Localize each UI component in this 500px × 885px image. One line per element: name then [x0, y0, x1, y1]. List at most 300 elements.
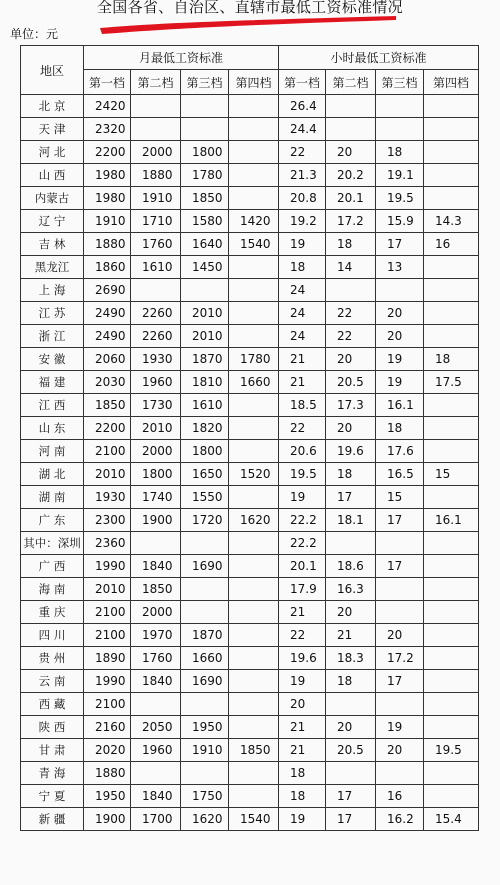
hourly-tier-1-cell: 22.2	[279, 532, 326, 555]
hourly-tier-2-cell: 16.3	[326, 578, 376, 601]
hourly-tier-3-cell: 19	[376, 371, 424, 394]
monthly-tier-2-cell: 1900	[131, 509, 181, 532]
monthly-tier-3-cell: 1870	[181, 348, 229, 371]
hourly-tier-2-cell	[326, 693, 376, 716]
hourly-tier-1-cell: 20.6	[279, 440, 326, 463]
table-row	[21, 371, 479, 394]
hourly-tier-3-cell: 16.5	[376, 463, 424, 486]
hourly-tier-1-cell: 22.2	[279, 509, 326, 532]
monthly-tier-2-cell: 1880	[131, 164, 181, 187]
monthly-tier-3-cell	[181, 693, 229, 716]
hourly-tier-3-cell	[376, 601, 424, 624]
hourly-tier-3-cell: 18	[376, 417, 424, 440]
monthly-tier-4-cell: 1660	[229, 371, 279, 394]
monthly-tier-2-cell: 2000	[131, 601, 181, 624]
monthly-tier-3-cell: 2010	[181, 302, 229, 325]
monthly-tier-4-cell	[229, 302, 279, 325]
hourly-tier-3-cell	[376, 693, 424, 716]
monthly-tier-1-cell: 1930	[84, 486, 131, 509]
hourly-tier-4-cell	[424, 164, 479, 187]
hourly-tier-2-cell	[326, 279, 376, 302]
hourly-tier-2-cell: 17	[326, 808, 376, 831]
monthly-tier-2-cell: 2050	[131, 716, 181, 739]
hourly-tier-3-cell: 16.2	[376, 808, 424, 831]
monthly-tier-2-cell: 1730	[131, 394, 181, 417]
hourly-tier-4-cell: 15	[424, 463, 479, 486]
hourly-tier-3-cell: 18	[376, 141, 424, 164]
hourly-tier-4-cell	[424, 486, 479, 509]
hourly-tier-1-cell: 24	[279, 279, 326, 302]
hourly-tier-4-cell	[424, 716, 479, 739]
hourly-tier-2-cell: 20.5	[326, 739, 376, 762]
monthly-tier-4-cell: 1620	[229, 509, 279, 532]
hourly-tier-3-cell: 17	[376, 555, 424, 578]
hourly-tier-3-cell: 15	[376, 486, 424, 509]
hourly-tier-4-cell: 19.5	[424, 739, 479, 762]
monthly-tier-1-cell: 1990	[84, 555, 131, 578]
hourly-tier-4-cell	[424, 693, 479, 716]
table-row	[21, 647, 479, 670]
monthly-tier-1-cell: 2010	[84, 463, 131, 486]
monthly-tier-3-cell: 1640	[181, 233, 229, 256]
monthly-tier-3-cell: 1690	[181, 670, 229, 693]
region-cell: 天 津	[21, 118, 84, 141]
hourly-tier-1-header: 第一档	[279, 70, 326, 95]
hourly-tier-2-cell	[326, 118, 376, 141]
monthly-tier-2-cell: 1800	[131, 463, 181, 486]
monthly-tier-4-cell	[229, 624, 279, 647]
table-row	[21, 256, 479, 279]
hourly-tier-1-cell: 19.5	[279, 463, 326, 486]
hourly-tier-2-cell: 20	[326, 348, 376, 371]
region-cell: 河 南	[21, 440, 84, 463]
monthly-tier-3-cell: 1580	[181, 210, 229, 233]
region-header: 地区	[21, 46, 84, 95]
table-row	[21, 187, 479, 210]
hourly-tier-1-cell: 21	[279, 716, 326, 739]
region-cell: 上 海	[21, 279, 84, 302]
monthly-tier-2-cell: 1930	[131, 348, 181, 371]
hourly-tier-1-cell: 21	[279, 601, 326, 624]
hourly-tier-2-cell: 18	[326, 670, 376, 693]
hourly-tier-1-cell: 20.1	[279, 555, 326, 578]
hourly-tier-3-cell: 20	[376, 624, 424, 647]
monthly-tier-3-cell: 1800	[181, 440, 229, 463]
monthly-tier-3-cell: 1810	[181, 371, 229, 394]
monthly-tier-3-cell: 1800	[181, 141, 229, 164]
hourly-tier-3-cell: 15.9	[376, 210, 424, 233]
region-cell: 西 藏	[21, 693, 84, 716]
hourly-tier-1-cell: 21	[279, 739, 326, 762]
hourly-tier-3-cell	[376, 578, 424, 601]
monthly-tier-4-cell	[229, 532, 279, 555]
monthly-tier-1-header: 第一档	[84, 70, 131, 95]
hourly-tier-3-cell: 17	[376, 233, 424, 256]
hourly-tier-3-cell	[376, 279, 424, 302]
table-row	[21, 808, 479, 831]
monthly-tier-2-cell: 1840	[131, 785, 181, 808]
monthly-tier-1-cell: 1990	[84, 670, 131, 693]
hourly-tier-4-cell	[424, 532, 479, 555]
table-row	[21, 325, 479, 348]
monthly-tier-1-cell: 1890	[84, 647, 131, 670]
monthly-tier-4-cell	[229, 325, 279, 348]
hourly-tier-3-cell: 16.1	[376, 394, 424, 417]
monthly-tier-2-cell: 2260	[131, 325, 181, 348]
monthly-tier-1-cell: 2490	[84, 325, 131, 348]
hourly-tier-2-cell: 18	[326, 463, 376, 486]
hourly-tier-4-cell	[424, 118, 479, 141]
hourly-tier-4-cell	[424, 417, 479, 440]
region-cell: 江 苏	[21, 302, 84, 325]
table-row	[21, 624, 479, 647]
hourly-tier-3-cell	[376, 118, 424, 141]
monthly-tier-3-cell: 1750	[181, 785, 229, 808]
monthly-tier-2-cell: 2260	[131, 302, 181, 325]
table-row	[21, 670, 479, 693]
monthly-tier-4-cell: 1540	[229, 233, 279, 256]
monthly-tier-4-cell: 1520	[229, 463, 279, 486]
hourly-tier-4-cell	[424, 624, 479, 647]
hourly-tier-1-cell: 19.6	[279, 647, 326, 670]
hourly-tier-4-cell	[424, 394, 479, 417]
monthly-tier-2-cell	[131, 118, 181, 141]
hourly-tier-4-cell	[424, 670, 479, 693]
monthly-tier-1-cell: 2010	[84, 578, 131, 601]
monthly-tier-1-cell: 1860	[84, 256, 131, 279]
table-row	[21, 739, 479, 762]
hourly-tier-1-cell: 24	[279, 302, 326, 325]
hourly-tier-4-cell	[424, 256, 479, 279]
minimum-wage-table	[20, 45, 479, 831]
hourly-tier-1-cell: 21	[279, 348, 326, 371]
table-row	[21, 95, 479, 118]
monthly-tier-3-cell: 1690	[181, 555, 229, 578]
hourly-tier-3-cell: 19	[376, 348, 424, 371]
hourly-tier-4-cell	[424, 785, 479, 808]
hourly-tier-2-cell: 20	[326, 601, 376, 624]
monthly-tier-3-cell: 1550	[181, 486, 229, 509]
monthly-tier-4-cell: 1780	[229, 348, 279, 371]
monthly-tier-4-cell: 1850	[229, 739, 279, 762]
monthly-tier-3-cell: 1870	[181, 624, 229, 647]
monthly-tier-2-cell: 1970	[131, 624, 181, 647]
region-cell: 陕 西	[21, 716, 84, 739]
hourly-tier-3-cell: 20	[376, 302, 424, 325]
hourly-tier-1-cell: 19	[279, 670, 326, 693]
hourly-tier-2-cell: 20	[326, 716, 376, 739]
monthly-tier-3-cell: 1720	[181, 509, 229, 532]
monthly-tier-4-cell	[229, 417, 279, 440]
monthly-tier-1-cell: 2360	[84, 532, 131, 555]
table-row	[21, 302, 479, 325]
hourly-tier-3-cell: 19	[376, 716, 424, 739]
hourly-tier-4-cell: 18	[424, 348, 479, 371]
red-underline-decoration	[98, 14, 398, 36]
hourly-tier-2-cell: 17	[326, 785, 376, 808]
monthly-tier-3-cell	[181, 762, 229, 785]
monthly-tier-3-cell	[181, 118, 229, 141]
region-cell: 河 北	[21, 141, 84, 164]
monthly-tier-1-cell: 2100	[84, 624, 131, 647]
monthly-tier-4-cell	[229, 670, 279, 693]
table-row	[21, 509, 479, 532]
hourly-tier-1-cell: 24.4	[279, 118, 326, 141]
monthly-tier-1-cell: 1850	[84, 394, 131, 417]
hourly-tier-1-cell: 19	[279, 808, 326, 831]
hourly-tier-1-cell: 26.4	[279, 95, 326, 118]
hourly-tier-4-header: 第四档	[424, 70, 479, 95]
hourly-tier-4-cell	[424, 302, 479, 325]
region-cell: 宁 夏	[21, 785, 84, 808]
monthly-tier-1-cell: 2100	[84, 440, 131, 463]
monthly-tier-3-cell	[181, 279, 229, 302]
hourly-tier-2-cell	[326, 532, 376, 555]
table-row	[21, 578, 479, 601]
region-cell: 广 东	[21, 509, 84, 532]
table-row	[21, 785, 479, 808]
hourly-tier-3-cell: 20	[376, 325, 424, 348]
monthly-tier-1-cell: 2690	[84, 279, 131, 302]
table-row	[21, 118, 479, 141]
hourly-tier-2-cell: 18.1	[326, 509, 376, 532]
hourly-tier-2-cell: 17	[326, 486, 376, 509]
table-body	[21, 95, 479, 831]
monthly-tier-2-cell	[131, 95, 181, 118]
hourly-tier-2-cell: 20.2	[326, 164, 376, 187]
region-cell: 黑龙江	[21, 256, 84, 279]
monthly-header: 月最低工资标准	[84, 46, 279, 70]
hourly-tier-1-cell: 18	[279, 785, 326, 808]
region-cell: 浙 江	[21, 325, 84, 348]
hourly-tier-1-cell: 18	[279, 256, 326, 279]
hourly-tier-3-cell	[376, 762, 424, 785]
hourly-tier-1-cell: 22	[279, 141, 326, 164]
monthly-tier-4-cell	[229, 762, 279, 785]
monthly-tier-2-cell	[131, 693, 181, 716]
monthly-tier-1-cell: 1910	[84, 210, 131, 233]
monthly-tier-4-cell	[229, 440, 279, 463]
monthly-tier-1-cell: 2200	[84, 417, 131, 440]
table-row	[21, 555, 479, 578]
hourly-tier-4-cell	[424, 279, 479, 302]
hourly-tier-3-cell: 19.5	[376, 187, 424, 210]
region-cell: 江 西	[21, 394, 84, 417]
monthly-tier-1-cell: 2160	[84, 716, 131, 739]
hourly-tier-2-cell: 18.6	[326, 555, 376, 578]
region-cell: 云 南	[21, 670, 84, 693]
hourly-tier-2-cell: 18	[326, 233, 376, 256]
table-row	[21, 348, 479, 371]
hourly-tier-1-cell: 18	[279, 762, 326, 785]
monthly-tier-2-cell: 1960	[131, 371, 181, 394]
table-row	[21, 279, 479, 302]
monthly-tier-4-cell	[229, 601, 279, 624]
region-cell: 青 海	[21, 762, 84, 785]
monthly-tier-1-cell: 2100	[84, 693, 131, 716]
monthly-tier-4-cell	[229, 256, 279, 279]
monthly-tier-4-cell	[229, 164, 279, 187]
hourly-tier-3-header: 第三档	[376, 70, 424, 95]
region-cell: 新 疆	[21, 808, 84, 831]
monthly-tier-2-cell: 2010	[131, 417, 181, 440]
hourly-tier-3-cell: 17	[376, 509, 424, 532]
monthly-tier-3-cell: 1910	[181, 739, 229, 762]
hourly-tier-4-cell: 15.4	[424, 808, 479, 831]
hourly-tier-1-cell: 19	[279, 233, 326, 256]
monthly-tier-4-cell	[229, 555, 279, 578]
monthly-tier-1-cell: 2300	[84, 509, 131, 532]
hourly-tier-4-cell: 14.3	[424, 210, 479, 233]
monthly-tier-1-cell: 1950	[84, 785, 131, 808]
monthly-tier-1-cell: 2490	[84, 302, 131, 325]
hourly-tier-2-cell: 14	[326, 256, 376, 279]
region-cell: 贵 州	[21, 647, 84, 670]
monthly-tier-2-cell: 1740	[131, 486, 181, 509]
hourly-tier-1-cell: 17.9	[279, 578, 326, 601]
monthly-tier-1-cell: 2420	[84, 95, 131, 118]
hourly-tier-2-header: 第二档	[326, 70, 376, 95]
monthly-tier-4-cell	[229, 141, 279, 164]
hourly-tier-2-cell: 21	[326, 624, 376, 647]
hourly-tier-3-cell: 16	[376, 785, 424, 808]
monthly-tier-3-cell	[181, 95, 229, 118]
hourly-tier-4-cell: 17.5	[424, 371, 479, 394]
hourly-tier-2-cell	[326, 95, 376, 118]
monthly-tier-2-cell: 1760	[131, 647, 181, 670]
hourly-tier-4-cell: 16	[424, 233, 479, 256]
monthly-tier-2-cell: 1840	[131, 670, 181, 693]
monthly-tier-4-cell	[229, 187, 279, 210]
hourly-tier-2-cell	[326, 762, 376, 785]
hourly-tier-1-cell: 22	[279, 417, 326, 440]
monthly-tier-4-cell	[229, 785, 279, 808]
hourly-tier-2-cell: 20	[326, 417, 376, 440]
monthly-tier-2-cell: 1710	[131, 210, 181, 233]
hourly-tier-2-cell: 20.1	[326, 187, 376, 210]
hourly-tier-4-cell: 16.1	[424, 509, 479, 532]
hourly-tier-2-cell: 22	[326, 325, 376, 348]
monthly-tier-4-cell	[229, 95, 279, 118]
monthly-tier-2-cell: 2000	[131, 440, 181, 463]
monthly-tier-1-cell: 1880	[84, 233, 131, 256]
table-row	[21, 210, 479, 233]
hourly-tier-1-cell: 20.8	[279, 187, 326, 210]
hourly-tier-3-cell: 20	[376, 739, 424, 762]
hourly-tier-2-cell: 18.3	[326, 647, 376, 670]
region-cell: 广 西	[21, 555, 84, 578]
hourly-tier-2-cell: 20	[326, 141, 376, 164]
table-row	[21, 693, 479, 716]
hourly-tier-1-cell: 21.3	[279, 164, 326, 187]
region-cell: 福 建	[21, 371, 84, 394]
table-row	[21, 440, 479, 463]
unit-label: 单位：元	[10, 27, 59, 41]
hourly-tier-2-cell: 19.6	[326, 440, 376, 463]
monthly-tier-4-header: 第四档	[229, 70, 279, 95]
monthly-tier-2-cell: 1910	[131, 187, 181, 210]
monthly-tier-4-cell	[229, 578, 279, 601]
table-row	[21, 417, 479, 440]
monthly-tier-2-cell: 1760	[131, 233, 181, 256]
region-cell: 辽 宁	[21, 210, 84, 233]
monthly-tier-1-cell: 2100	[84, 601, 131, 624]
region-cell: 内蒙古	[21, 187, 84, 210]
region-cell: 甘 肃	[21, 739, 84, 762]
monthly-tier-3-cell: 1950	[181, 716, 229, 739]
hourly-tier-4-cell	[424, 187, 479, 210]
monthly-tier-4-cell	[229, 118, 279, 141]
hourly-tier-3-cell: 19.1	[376, 164, 424, 187]
monthly-tier-4-cell	[229, 279, 279, 302]
monthly-tier-2-cell: 1610	[131, 256, 181, 279]
monthly-tier-1-cell: 1880	[84, 762, 131, 785]
monthly-tier-1-cell: 2320	[84, 118, 131, 141]
monthly-tier-3-cell: 1850	[181, 187, 229, 210]
table-row	[21, 716, 479, 739]
hourly-tier-2-cell: 20.5	[326, 371, 376, 394]
hourly-tier-1-cell: 19	[279, 486, 326, 509]
region-cell: 四 川	[21, 624, 84, 647]
hourly-header: 小时最低工资标准	[279, 46, 479, 70]
table-row	[21, 164, 479, 187]
monthly-tier-4-cell: 1540	[229, 808, 279, 831]
monthly-tier-3-cell: 1620	[181, 808, 229, 831]
hourly-tier-1-cell: 20	[279, 693, 326, 716]
hourly-tier-1-cell: 21	[279, 371, 326, 394]
monthly-tier-2-cell	[131, 762, 181, 785]
monthly-tier-1-cell: 2200	[84, 141, 131, 164]
region-cell: 安 徽	[21, 348, 84, 371]
region-cell: 重 庆	[21, 601, 84, 624]
monthly-tier-1-cell: 1900	[84, 808, 131, 831]
monthly-tier-2-cell: 1700	[131, 808, 181, 831]
monthly-tier-3-cell: 1660	[181, 647, 229, 670]
region-cell: 吉 林	[21, 233, 84, 256]
region-cell: 海 南	[21, 578, 84, 601]
hourly-tier-4-cell	[424, 647, 479, 670]
monthly-tier-2-header: 第二档	[131, 70, 181, 95]
monthly-tier-3-cell: 1450	[181, 256, 229, 279]
hourly-tier-3-cell	[376, 95, 424, 118]
hourly-tier-4-cell	[424, 141, 479, 164]
monthly-tier-1-cell: 2030	[84, 371, 131, 394]
hourly-tier-3-cell: 17.6	[376, 440, 424, 463]
monthly-tier-4-cell	[229, 394, 279, 417]
monthly-tier-2-cell: 1840	[131, 555, 181, 578]
region-cell: 山 东	[21, 417, 84, 440]
monthly-tier-2-cell: 1850	[131, 578, 181, 601]
table-row	[21, 762, 479, 785]
monthly-tier-3-cell: 1820	[181, 417, 229, 440]
hourly-tier-4-cell	[424, 440, 479, 463]
table-row	[21, 394, 479, 417]
monthly-tier-1-cell: 2060	[84, 348, 131, 371]
hourly-tier-4-cell	[424, 762, 479, 785]
monthly-tier-4-cell: 1420	[229, 210, 279, 233]
hourly-tier-3-cell: 17	[376, 670, 424, 693]
table-row	[21, 141, 479, 164]
hourly-tier-4-cell	[424, 555, 479, 578]
table-row	[21, 601, 479, 624]
table-row	[21, 486, 479, 509]
monthly-tier-3-header: 第三档	[181, 70, 229, 95]
monthly-tier-2-cell: 1960	[131, 739, 181, 762]
monthly-tier-1-cell: 1980	[84, 187, 131, 210]
hourly-tier-2-cell: 17.2	[326, 210, 376, 233]
monthly-tier-3-cell	[181, 578, 229, 601]
hourly-tier-1-cell: 24	[279, 325, 326, 348]
